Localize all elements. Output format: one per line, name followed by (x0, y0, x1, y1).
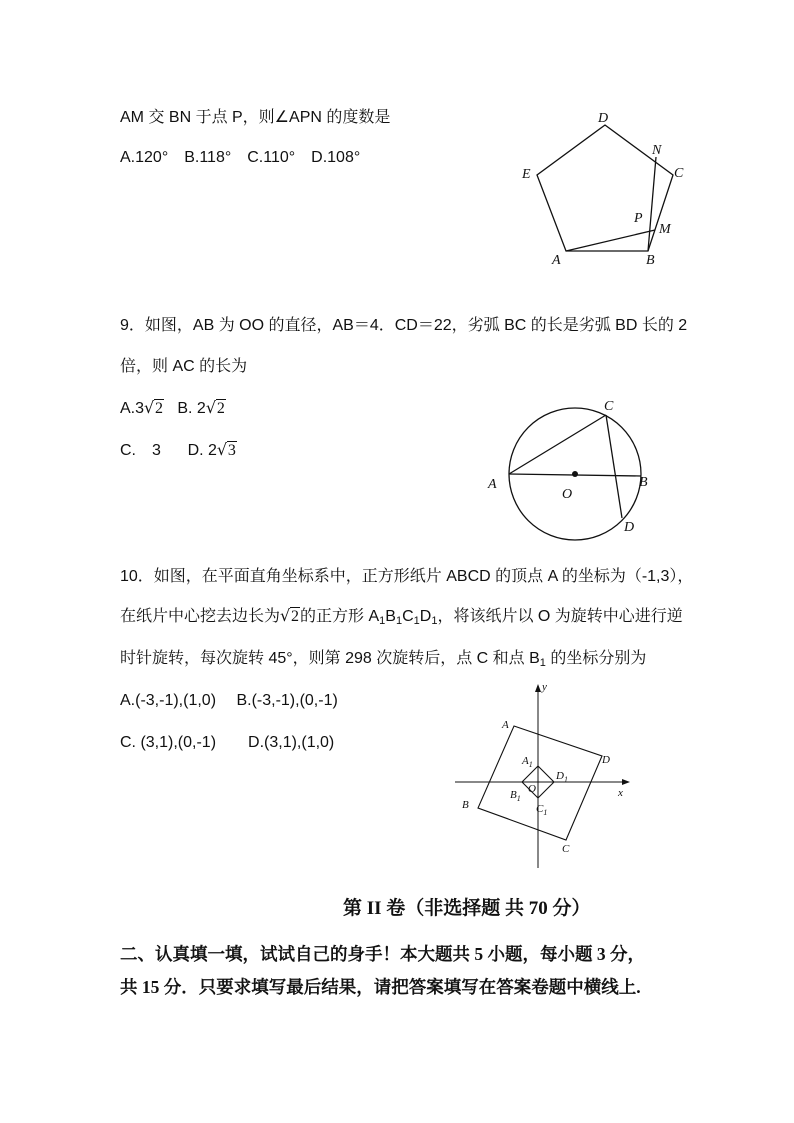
pentagon-figure (500, 105, 700, 270)
circle-figure (480, 390, 660, 540)
q10-line3-b: 的坐标分别为 (545, 650, 647, 667)
q9-stem-line1: 9．如图，AB 为 OO 的直径，AB＝4．CD＝22，劣弧 BC 的长是劣弧 BD 长的 2 (120, 317, 688, 334)
q9-opt-a-radicand: 2 (155, 400, 164, 417)
segment-am (566, 230, 655, 251)
q10-line3-a: 时针旋转，每次旋转 45°，则第 298 次旋转后，点 C 和点 B (120, 650, 540, 667)
label-d: D (598, 111, 609, 126)
label-b: B (639, 475, 648, 490)
label-a1: $A_1$ (522, 755, 533, 769)
label-p: P (634, 211, 643, 226)
square-abcd (478, 726, 602, 840)
label-a: A (502, 719, 509, 731)
q10-line3 (120, 649, 646, 673)
q8-options: A.120° B.118° C.110° D.108° (120, 149, 361, 166)
subscript: 1 (431, 615, 438, 627)
q9-opt-b-prefix: B. 2 (177, 400, 206, 417)
section-intro-line2: 共 15 分．只要求填写最后结果，请把答案填写在答案卷题中横线上. (120, 977, 641, 997)
sqrt-symbol (206, 399, 226, 419)
label-c: C (604, 399, 614, 414)
subscript: 1 (539, 657, 546, 669)
label-d1: $D_1$ (556, 770, 568, 784)
label-b: B (462, 799, 469, 811)
q10-line2-f: ，将该纸片以 O 为旋转中心进行逆 (437, 608, 683, 625)
coordinate-figure (450, 680, 650, 870)
label-a: A (552, 253, 561, 268)
label-m: M (659, 222, 671, 237)
section-intro-line1: 二、认真填一填，试试自己的身手！本大题共 5 小题，每小题 3 分， (120, 944, 645, 964)
q9-options-cd (120, 441, 237, 461)
section-title: 第 II 卷（非选择题 共 70 分） (343, 898, 591, 919)
q10-line2-e: D (419, 608, 432, 625)
q8-stem-tail: AM 交 BN 于点 P，则∠APN 的度数是 (120, 109, 391, 126)
q10-line2-radicand: 2 (291, 608, 300, 625)
subscript: 1 (379, 615, 386, 627)
label-e: E (522, 167, 531, 182)
q10-line1: 10．如图，在平面直角坐标系中，正方形纸片 ABCD 的顶点 A 的坐标为（-1,3）， (120, 568, 694, 585)
chord-cd (606, 415, 622, 518)
x-axis-arrow (622, 779, 630, 785)
label-o: O (562, 487, 573, 502)
center-point (572, 471, 578, 477)
subscript: 1 (395, 615, 403, 627)
label-n: N (652, 143, 662, 158)
subscript: 1 (413, 615, 420, 627)
chord-ac (509, 415, 606, 474)
y-axis-arrow (535, 684, 541, 692)
label-c1: $C_1$ (536, 803, 548, 817)
q10-line2-b: 的正方形 A (300, 608, 380, 625)
q9-options-ab (120, 399, 226, 419)
q9-opt-d-radicand: 3 (227, 442, 236, 459)
q10-line2-a: 在纸片中心挖去边长为 (120, 608, 281, 625)
q10-line2-d: C (402, 608, 414, 625)
q9-stem-line2: 倍，则 AC 的长为 (120, 358, 248, 375)
label-c: C (562, 843, 570, 855)
label-b: B (646, 253, 655, 268)
sqrt-symbol (144, 399, 164, 419)
sqrt-symbol (280, 607, 300, 627)
q9-opt-d-prefix: D. 2 (187, 442, 217, 459)
label-d: D (624, 520, 635, 535)
q10-line2 (120, 607, 683, 631)
q10-line2-c: B (385, 608, 396, 625)
q10-options-cd: C. (3,1),(0,-1) D.(3,1),(1,0) (120, 734, 335, 751)
label-y: y (542, 681, 547, 693)
label-o: O (528, 783, 536, 795)
label-d: D (602, 754, 610, 766)
label-c: C (674, 166, 684, 181)
q9-opt-c: C. 3 (120, 442, 161, 459)
q10-options-ab: A.(-3,-1),(1,0) B.(-3,-1),(0,-1) (120, 692, 338, 709)
q9-opt-a-prefix: A.3 (120, 400, 145, 417)
sqrt-symbol (217, 441, 237, 461)
label-a: A (488, 477, 497, 492)
label-x: x (618, 787, 623, 799)
q9-opt-b-radicand: 2 (216, 400, 225, 417)
label-b1: $B_1$ (510, 789, 521, 803)
